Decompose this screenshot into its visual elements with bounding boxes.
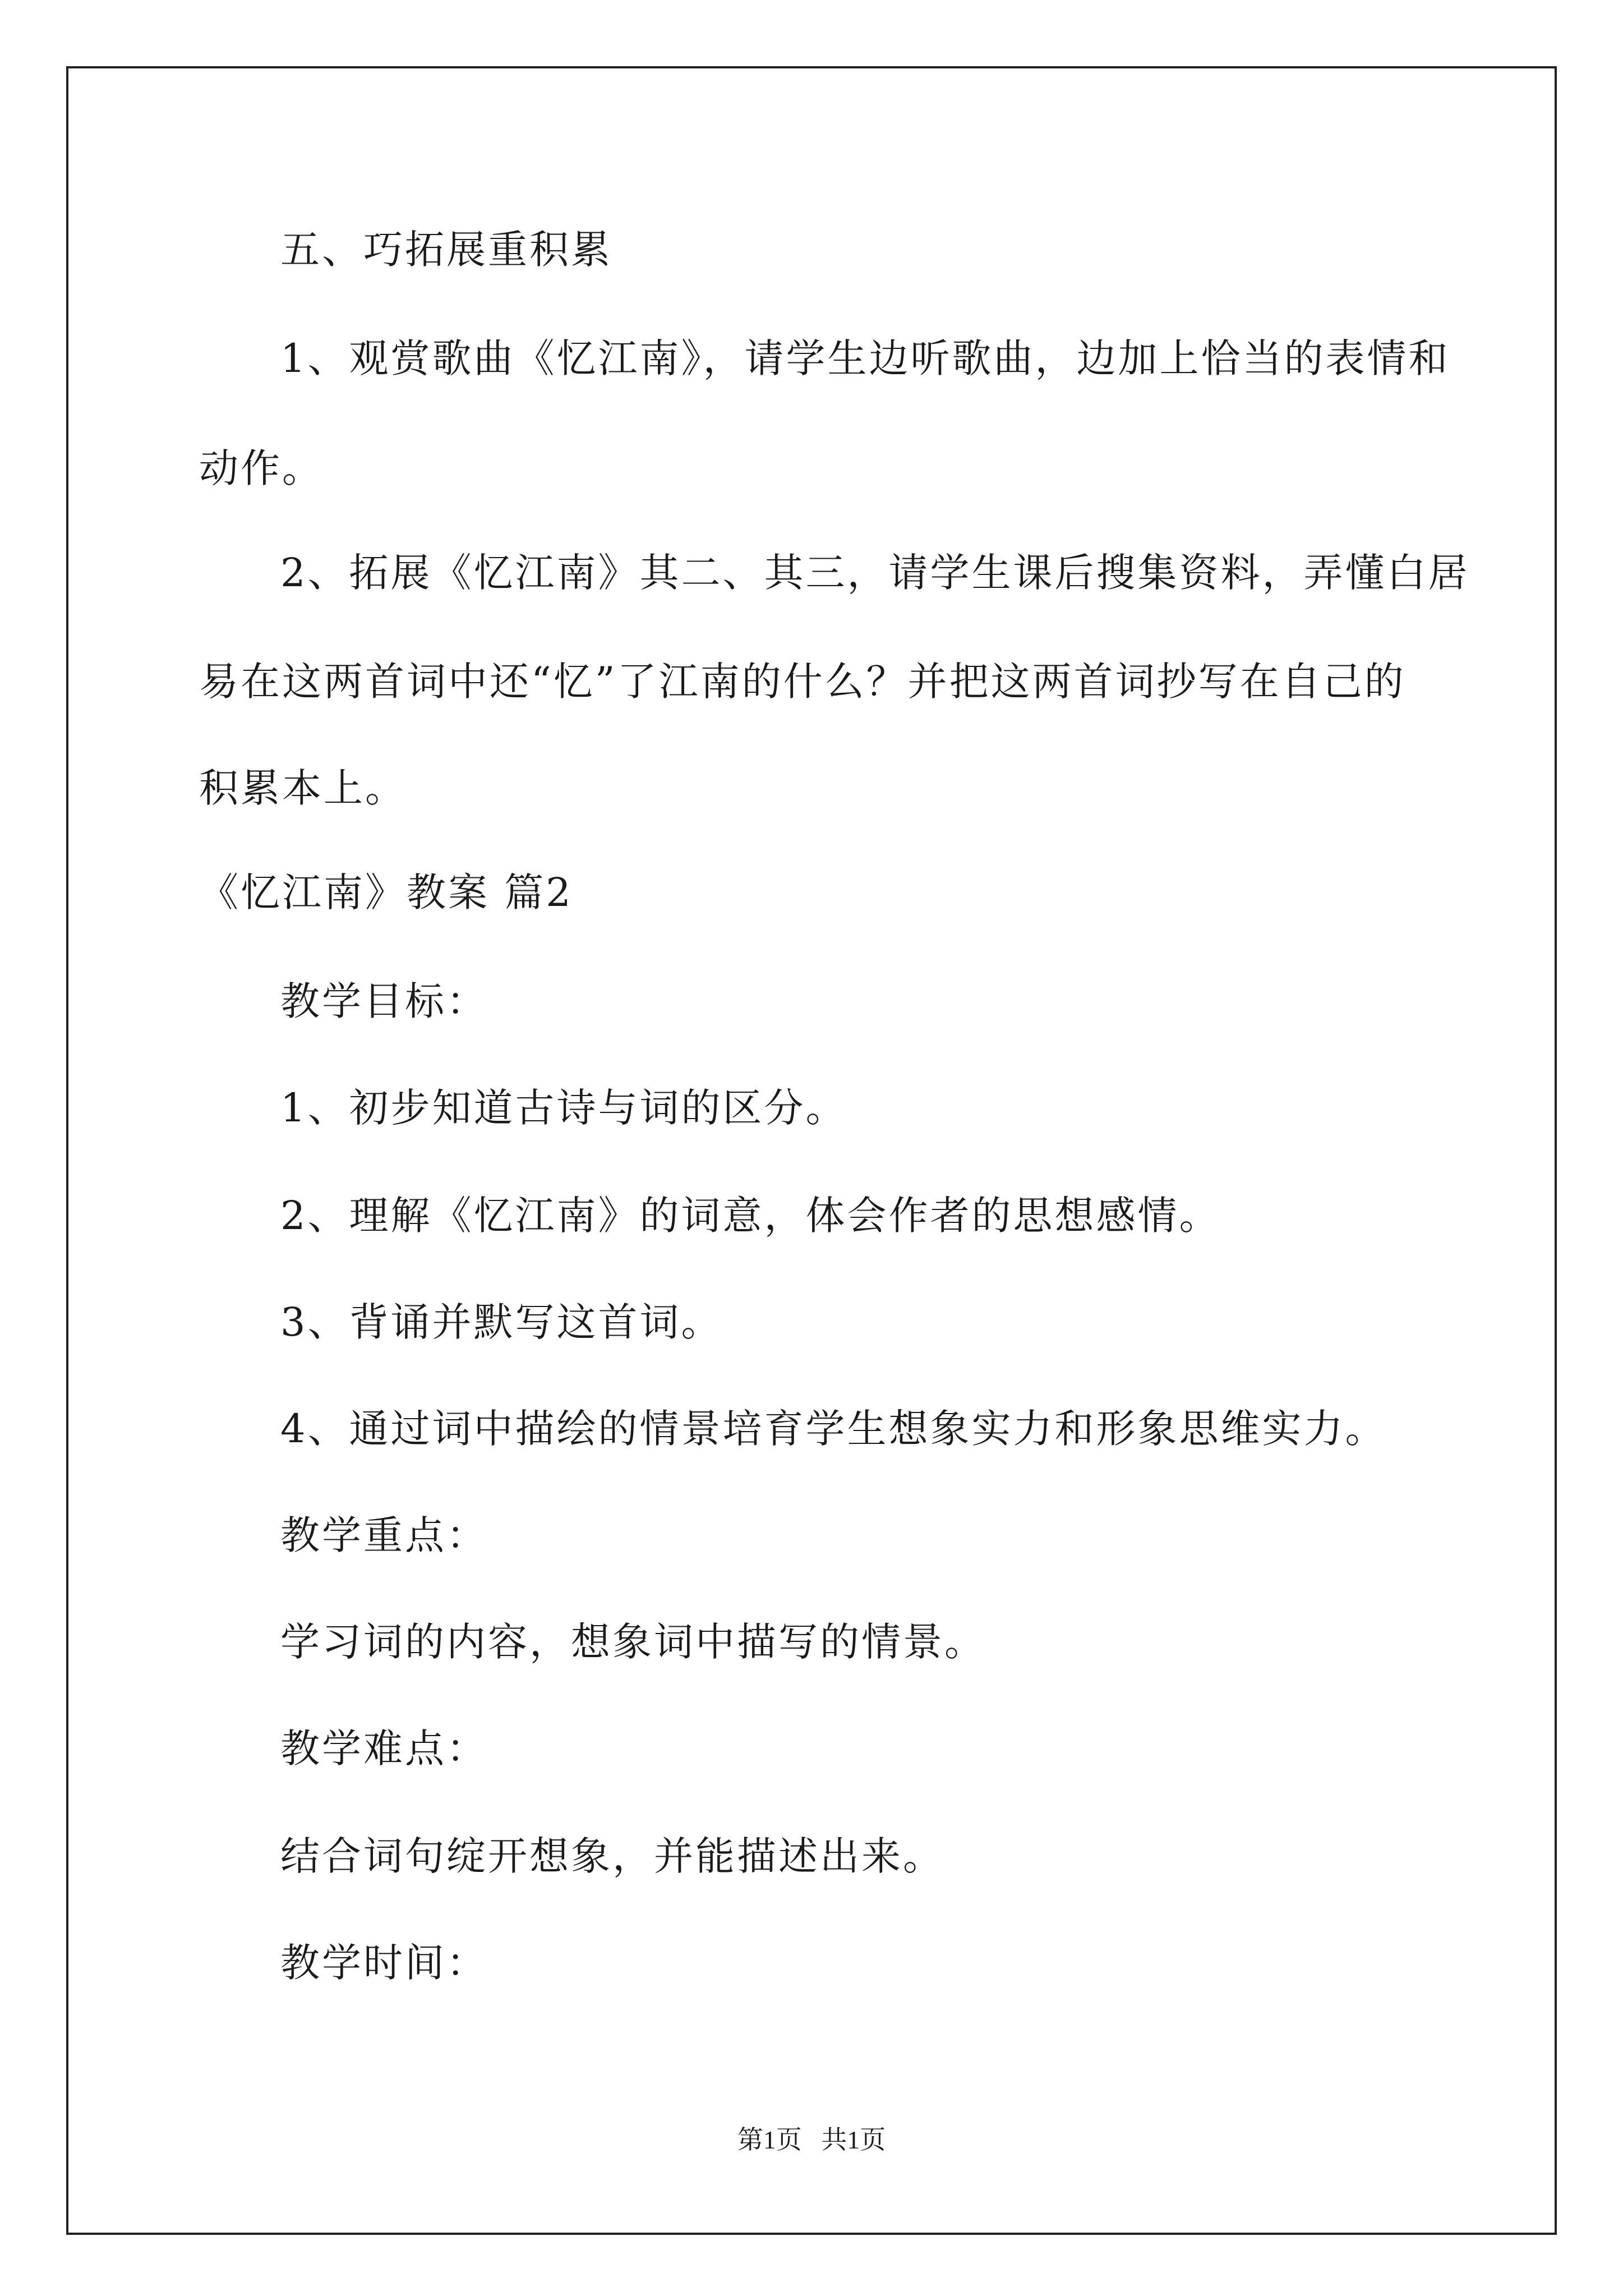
teaching-difficulty-label: 教学难点： — [280, 1726, 488, 1772]
section-heading-extension: 五、巧拓展重积累 — [280, 227, 612, 273]
goal-item-4: 4、通过词中描绘的情景培育学生想象实力和形象思维实力。 — [280, 1406, 1387, 1452]
paragraph-song-line-2: 动作。 — [199, 445, 324, 491]
goal-item-3: 3、背诵并默写这首词。 — [280, 1299, 723, 1345]
page-footer — [0, 2127, 1623, 2153]
paragraph-extend-line-3: 积累本上。 — [199, 765, 407, 811]
paragraph-song-line-1: 1、观赏歌曲《忆江南》，请学生边听歌曲，边加上恰当的表情和 — [280, 335, 1450, 381]
page-number: 第1页 — [737, 2125, 802, 2154]
teaching-time-label: 教学时间： — [280, 1940, 488, 1986]
teaching-difficulty-content: 结合词句绽开想象，并能描述出来。 — [280, 1833, 944, 1879]
goal-item-1: 1、初步知道古诗与词的区分。 — [280, 1085, 847, 1131]
paragraph-extend-line-1: 2、拓展《忆江南》其二、其三，请学生课后搜集资料，弄懂白居 — [280, 550, 1470, 596]
page-total: 共1页 — [821, 2125, 886, 2154]
page-border — [66, 66, 1557, 2235]
paragraph-extend-line-2: 易在这两首词中还“忆”了江南的什么？并把这两首词抄写在自己的 — [199, 659, 1406, 705]
teaching-goals-label: 教学目标： — [280, 978, 488, 1024]
lesson-plan-heading: 《忆江南》教案 篇2 — [199, 869, 573, 915]
goal-item-2: 2、理解《忆江南》的词意，体会作者的思想感情。 — [280, 1193, 1221, 1239]
teaching-focus-label: 教学重点： — [280, 1512, 488, 1558]
teaching-focus-content: 学习词的内容，想象词中描写的情景。 — [280, 1619, 986, 1665]
